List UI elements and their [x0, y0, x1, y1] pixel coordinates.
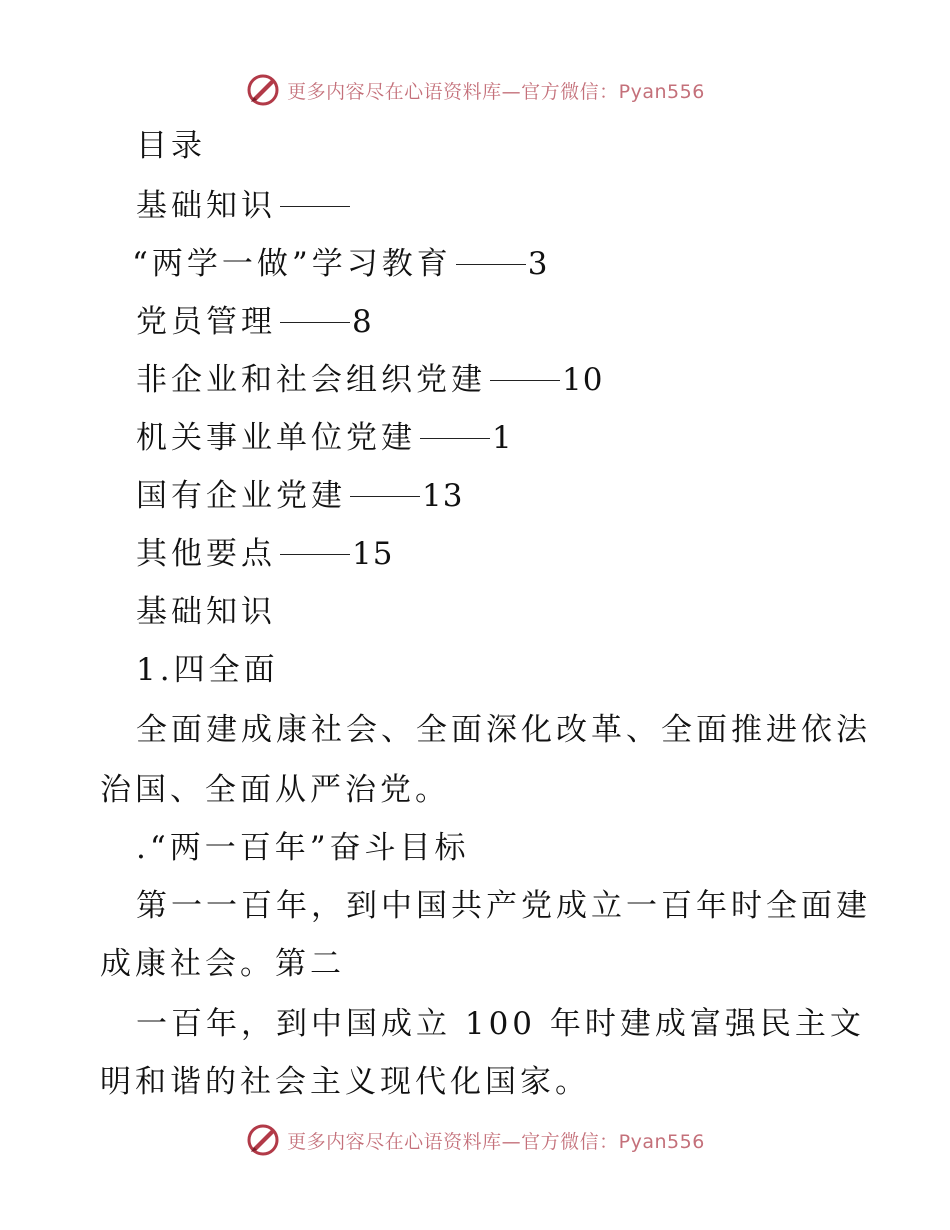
red-pen-swirl-logo-icon [245, 1122, 281, 1158]
toc-title: 目录 [136, 128, 206, 164]
toc-leader [456, 264, 526, 265]
footer-banner [0, 1118, 950, 1162]
toc-item-label: “两学一做”学习教育 [132, 246, 452, 282]
red-pen-swirl-logo-icon [245, 72, 281, 108]
toc-item-page: 10 [562, 362, 604, 398]
toc-item[interactable] [136, 302, 373, 342]
toc-item-page: 3 [527, 246, 549, 282]
toc-leader [420, 438, 490, 439]
toc-leader [490, 380, 560, 381]
toc-item-page: 8 [352, 304, 373, 340]
toc-leader [280, 322, 350, 323]
toc-item-page: 1 [492, 420, 513, 456]
toc-item-page: 15 [352, 536, 394, 572]
paragraph-line: 全面建成康社会、全面深化改革、全面推进依法 [136, 712, 871, 748]
toc-item-label: 国有企业党建 [136, 478, 346, 514]
toc-item-label: 机关事业单位党建 [136, 420, 416, 456]
toc-item[interactable] [132, 244, 548, 284]
paragraph-line: 成康社会。第二 [100, 946, 345, 982]
toc-item[interactable] [136, 418, 513, 458]
toc-leader [280, 206, 350, 207]
toc-item-page: 13 [422, 478, 464, 514]
header-banner [0, 68, 950, 112]
banner-text: 更多内容尽在心语资料库—官方微信：Pyan556 [287, 1130, 705, 1153]
toc-item[interactable] [136, 360, 603, 400]
toc-item-label: 基础知识 [136, 188, 276, 224]
section-title: 基础知识 [136, 594, 276, 630]
paragraph-line: 一百年，到中国成立 100 年时建成富强民主文 [136, 1006, 865, 1042]
toc-leader [280, 554, 350, 555]
item-heading: 1.四全面 [136, 652, 279, 688]
paragraph-line: 治国、全面从严治党。 [100, 772, 450, 808]
toc-item[interactable] [136, 476, 463, 516]
item-heading: .“两一百年”奋斗目标 [136, 830, 470, 866]
toc-item[interactable] [136, 186, 352, 226]
paragraph-line: 明和谐的社会主义现代化国家。 [100, 1064, 590, 1100]
banner-text: 更多内容尽在心语资料库—官方微信：Pyan556 [287, 80, 705, 103]
paragraph-line: 第一一百年，到中国共产党成立一百年时全面建 [136, 888, 871, 924]
toc-item-label: 非企业和社会组织党建 [136, 362, 486, 398]
toc-item[interactable] [136, 534, 393, 574]
toc-leader [350, 496, 420, 497]
toc-item-label: 其他要点 [136, 536, 276, 572]
toc-item-label: 党员管理 [136, 304, 276, 340]
